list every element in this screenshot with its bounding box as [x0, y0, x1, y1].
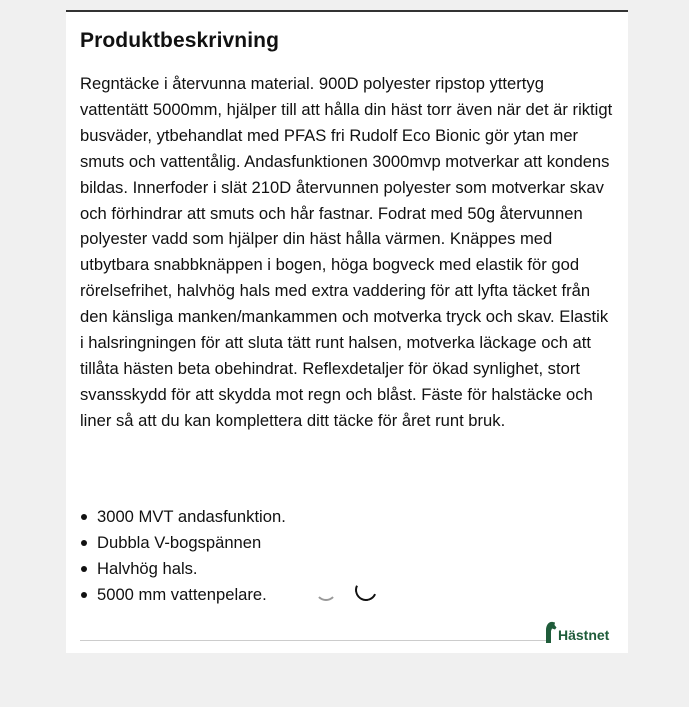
loading-spinner-icon — [315, 579, 337, 601]
horse-head-icon — [545, 621, 557, 643]
feature-item: Halvhög hals. — [80, 556, 286, 582]
brand-logo[interactable] — [545, 621, 609, 643]
footer-divider — [80, 640, 547, 641]
product-description-text: Regntäcke i återvunna material. 900D polyester ripstop yttertyg vattentätt 5000mm, hjälper till att hålla din häst torr även när det är riktigt busväder, ytbehandlat med PFAS fri Rudolf Eco Bionic gör ytan mer smuts och vattentålig. Andasfunktionen 3000mvp motverkar att kondens bildas. Innerfoder i slät 210D återvunnen polyester som motverkar skav och förhindrar att smuts och hår fastnar. Fodrat med 50g återvunnen polyester vadd som hjälper din häst hålla värmen. Knäppes med utbytbara snabbknäppen i bogen, höga bogveck med elastik för god rörelsefrihet, halvhög hals med extra vaddering för att lyfta täcket från den känsliga manken/mankammen och motverka tryck och skav. Elastik i halsringningen för att sluta tätt runt halsen, motverka läckage och att tillåta hästen beta obehindrat. Reflexdetaljer för ökad synlighet, stort svansskydd för att skydda mot regn och blåst. Fäste för halstäcke och liner så att du kan komplettera ditt täcke för året runt bruk. — [80, 74, 613, 430]
feature-list — [80, 504, 286, 608]
feature-item: Dubbla V-bogspännen — [80, 530, 286, 556]
section-title: Produktbeskrivning — [80, 29, 280, 52]
feature-item: 3000 MVT andasfunktion. — [80, 504, 286, 530]
product-description-card — [66, 10, 628, 653]
feature-item: 5000 mm vattenpelare. — [80, 582, 286, 608]
brand-name: Hästnet — [558, 627, 610, 643]
loading-spinner-icon — [352, 576, 380, 604]
